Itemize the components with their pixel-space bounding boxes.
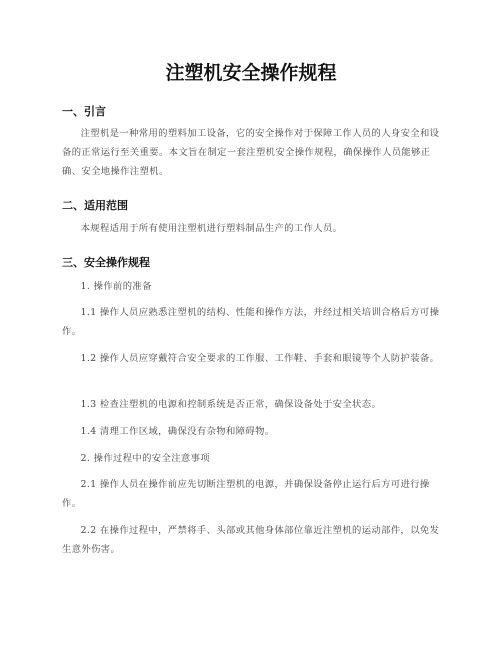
paragraph-1-2: 1.2 操作人员应穿戴符合安全要求的工作服、工作鞋、手套和眼镜等个人防护装备。 [80,353,440,364]
paragraph-1-1: 1.1 操作人员应熟悉注塑机的结构、性能和操作方法，并经过相关培训合格后方可操作。 [62,307,440,337]
paragraph-1-4: 1.4 清理工作区域，确保没有杂物和障碍物。 [80,426,275,437]
paragraph-2-2: 2.2 在操作过程中，严禁将手、头部或其他身体部位靠近注塑机的运动部件，以免发生意外伤害。 [62,525,440,555]
document-title: 注塑机安全操作规程 [165,62,337,84]
section-heading-introduction: 一、引言 [62,105,106,118]
paragraph-1-preparation: 1. 操作前的准备 [80,281,152,292]
paragraph-2-precautions: 2. 操作过程中的安全注意事项 [80,453,210,464]
section-heading-procedures: 三、安全操作规程 [62,256,150,269]
paragraph-introduction: 注塑机是一种常用的塑料加工设备，它的安全操作对于保障工作人员的人身安全和设备的正常运行至关重要。本文旨在制定一套注塑机安全操作规程，确保操作人员能够正确、安全地操作注塑机。 [62,128,440,177]
paragraph-2-1: 2.1 操作人员在操作前应先切断注塑机的电源，并确保设备停止运行后方可进行操作。 [62,479,430,509]
section-heading-scope: 二、适用范围 [62,199,128,212]
paragraph-1-3: 1.3 检查注塑机的电源和控制系统是否正常，确保设备处于安全状态。 [80,399,382,410]
paragraph-scope: 本规程适用于所有使用注塑机进行塑料制品生产的工作人员。 [80,223,343,234]
